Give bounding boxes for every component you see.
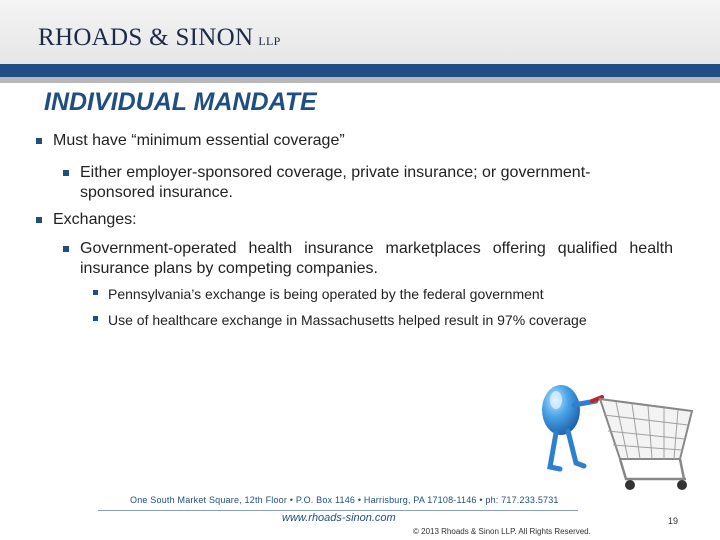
- logo-text: RHOADS & SINON: [38, 24, 254, 51]
- bullet-text: Either employer-sponsored coverage, private insurance; or government-sponsored insurance.: [80, 164, 591, 201]
- bullet-exchanges: [36, 210, 676, 230]
- copyright-notice: © 2013 Rhoads & Sinon LLP. All Rights Reserved.: [413, 527, 591, 536]
- subbullet-coverage-types: [63, 163, 663, 203]
- logo-suffix: LLP: [258, 34, 281, 48]
- bullet-text: Exchanges:: [53, 211, 137, 228]
- slide-title: INDIVIDUAL MANDATE: [44, 88, 317, 116]
- bullet-text: Must have “minimum essential coverage”: [53, 132, 345, 149]
- footer-rule: [98, 510, 578, 511]
- subsubbullet-massachusetts: [93, 310, 693, 330]
- header-rule-blue: [0, 64, 720, 77]
- bullet-square-icon: [63, 246, 69, 252]
- bullet-text: Pennsylvania’s exchange is being operated by the federal government: [108, 286, 544, 302]
- firm-logo: [38, 24, 281, 52]
- header-rule-grey: [0, 77, 720, 83]
- bullet-minimum-coverage: [36, 131, 676, 151]
- page-number: 19: [668, 516, 679, 526]
- bullet-square-icon: [63, 170, 69, 176]
- bullet-square-icon: [36, 217, 42, 223]
- bullet-square-icon: [36, 138, 42, 144]
- footer-url: www.rhoads-sinon.com: [282, 512, 396, 524]
- bullet-square-icon: [93, 290, 98, 295]
- bullet-text: Use of healthcare exchange in Massachusetts helped result in 97% coverage: [108, 312, 587, 328]
- shopping-cart-figure-icon: [536, 375, 706, 500]
- footer-address: One South Market Square, 12th Floor • P.O. Box 1146 • Harrisburg, PA 17108-1146 • ph: 717.233.5731: [130, 495, 559, 505]
- subsubbullet-pennsylvania: [93, 284, 693, 304]
- bullet-square-icon: [93, 316, 98, 321]
- subbullet-marketplaces: [63, 239, 673, 279]
- bullet-text: Government-operated health insurance marketplaces offering qualified health insurance plans by competing companies.: [80, 240, 673, 277]
